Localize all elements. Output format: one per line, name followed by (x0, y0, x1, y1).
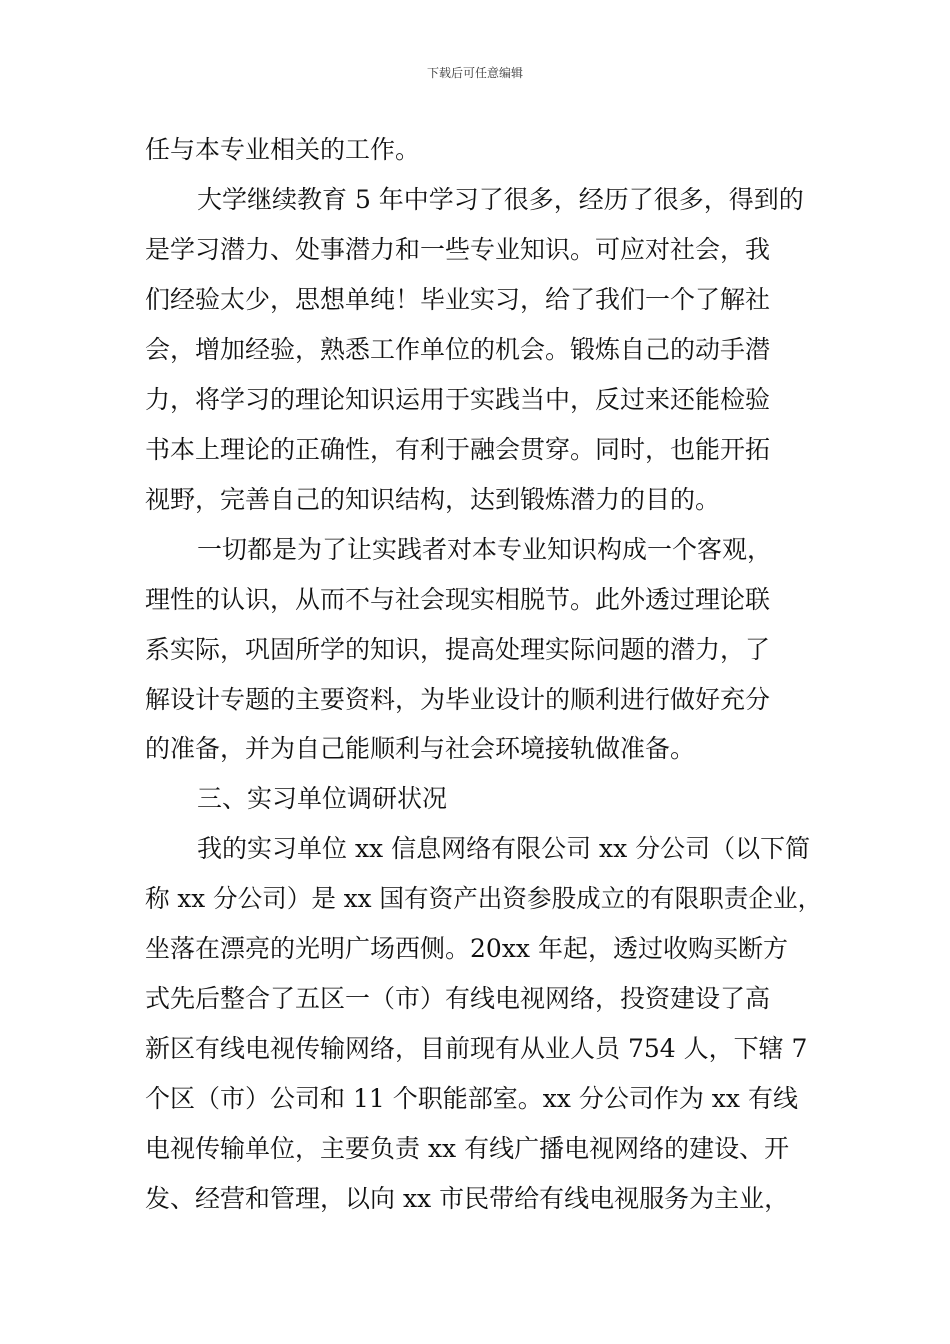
text-line: 称 xx 分公司）是 xx 国有资产出资参股成立的有限职责企业， (145, 884, 823, 914)
text-line: 电视传输单位，主要负责 xx 有线广播电视网络的建设、开 (145, 1134, 790, 1163)
text-line: 任与本专业相关的工作。 (145, 135, 421, 164)
paragraph-first-line: 一切都是为了让实践者对本专业知识构成一个客观， (197, 534, 773, 564)
text-line: 力，将学习的理论知识运用于实践当中，反过来还能检验 (145, 384, 771, 414)
text-line: 会，增加经验，熟悉工作单位的机会。锻炼自己的动手潜 (145, 334, 771, 364)
text-line: 系实际，巩固所学的知识，提高处理实际问题的潜力，了 (145, 634, 771, 664)
text-line: 式先后整合了五区一（市）有线电视网络，投资建设了高 (145, 984, 771, 1014)
text-line: 是学习潜力、处事潜力和一些专业知识。可应对社会，我 (145, 234, 771, 264)
text-line: 新区有线电视传输网络，目前现有从业人员 754 人，下辖 7 (145, 1034, 808, 1064)
text-line: 们经验太少，思想单纯！毕业实习，给了我们一个了解社 (145, 284, 771, 314)
paragraph-first-line: 我的实习单位 xx 信息网络有限公司 xx 分公司（以下简 (197, 834, 811, 864)
paragraph-first-line: 三、实习单位调研状况 (197, 784, 448, 814)
text-line: 解设计专题的主要资料，为毕业设计的顺利进行做好充分 (145, 684, 771, 714)
paragraph-first-line: 大学继续教育 5 年中学习了很多，经历了很多，得到的 (197, 184, 804, 214)
text-line: 的准备，并为自己能顺利与社会环境接轨做准备。 (145, 734, 696, 764)
text-line: 书本上理论的正确性，有利于融会贯穿。同时，也能开拓 (145, 434, 771, 464)
page-header: 下载后可任意编辑 (426, 66, 523, 80)
text-line: 理性的认识，从而不与社会现实相脱节。此外透过理论联 (145, 584, 771, 614)
text-line: 坐落在漂亮的光明广场西侧。20xx 年起，透过收购买断方 (145, 934, 788, 964)
text-line: 视野，完善自己的知识结构，达到锻炼潜力的目的。 (145, 484, 721, 514)
text-line: 个区（市）公司和 11 个职能部室。xx 分公司作为 xx 有线 (145, 1084, 798, 1114)
text-line: 发、经营和管理，以向 xx 市民带给有线电视服务为主业， (145, 1184, 790, 1213)
